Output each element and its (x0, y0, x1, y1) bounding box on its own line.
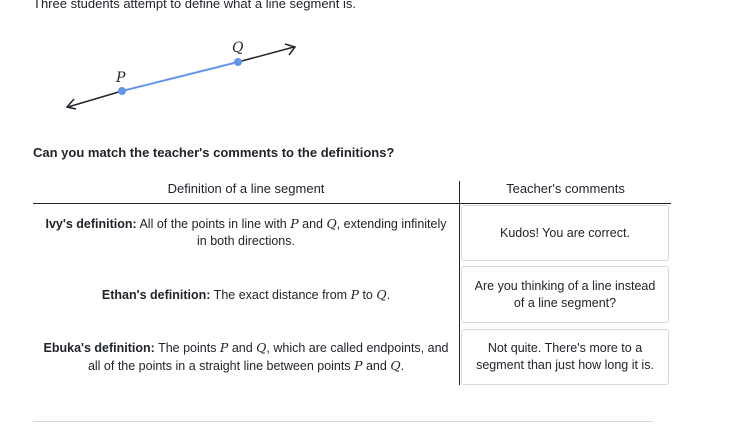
column-divider (459, 181, 460, 385)
variable: P (350, 287, 359, 302)
definition-text: and (228, 341, 257, 355)
left-arrowhead-icon (67, 99, 76, 109)
label-p: P (116, 70, 126, 86)
definition-name: Ebuka's definition: (43, 341, 155, 355)
line-segment-pq (122, 62, 238, 91)
table-header (33, 181, 671, 204)
comment-card-2[interactable]: Are you thinking of a line instead of a line segment? (461, 266, 669, 323)
definition-text: , extending infinitely in both directions. (197, 217, 447, 248)
definition-text: to (358, 288, 377, 302)
definition-text: and (298, 217, 327, 231)
intro-text: Three students attempt to define what a line segment is. (33, 0, 357, 11)
column-header-comments: Teacher's comments (506, 181, 625, 196)
variable: Q (390, 358, 401, 373)
line-right-extension (238, 47, 294, 62)
line-diagram (60, 36, 310, 116)
definition-text: . (400, 359, 405, 373)
definition-ivy (39, 215, 453, 250)
column-header-definition: Definition of a line segment (167, 181, 325, 196)
point-q (234, 58, 242, 66)
point-p (118, 87, 126, 95)
comment-card-3[interactable]: Not quite. There's more to a segment than just how long it is. (461, 329, 669, 385)
definition-name: Ivy's definition: (45, 217, 137, 231)
variable: P (354, 358, 363, 373)
bottom-divider (33, 421, 653, 422)
definition-text: All of the points in line with (136, 217, 291, 231)
definition-ebuka (39, 339, 453, 375)
definition-text: The points (154, 341, 220, 355)
definition-text: and (362, 359, 391, 373)
line-left-extension (68, 91, 122, 107)
label-q: Q (232, 40, 244, 56)
definition-text: The exact distance from (210, 288, 351, 302)
variable: Q (256, 340, 267, 355)
variable: P (290, 216, 299, 231)
variable: Q (376, 287, 387, 302)
variable: Q (326, 216, 337, 231)
definition-text: . (386, 288, 391, 302)
variable: P (219, 340, 229, 355)
definition-ethan (39, 286, 453, 304)
question-text: Can you match the teacher's comments to the definitions? (33, 145, 395, 160)
matching-table (33, 181, 671, 373)
definition-name: Ethan's definition: (101, 288, 211, 302)
comment-card-1[interactable]: Kudos! You are correct. (461, 205, 669, 261)
definition-text: , which are called endpoints, and all of the points in a straight line between points (87, 341, 449, 373)
